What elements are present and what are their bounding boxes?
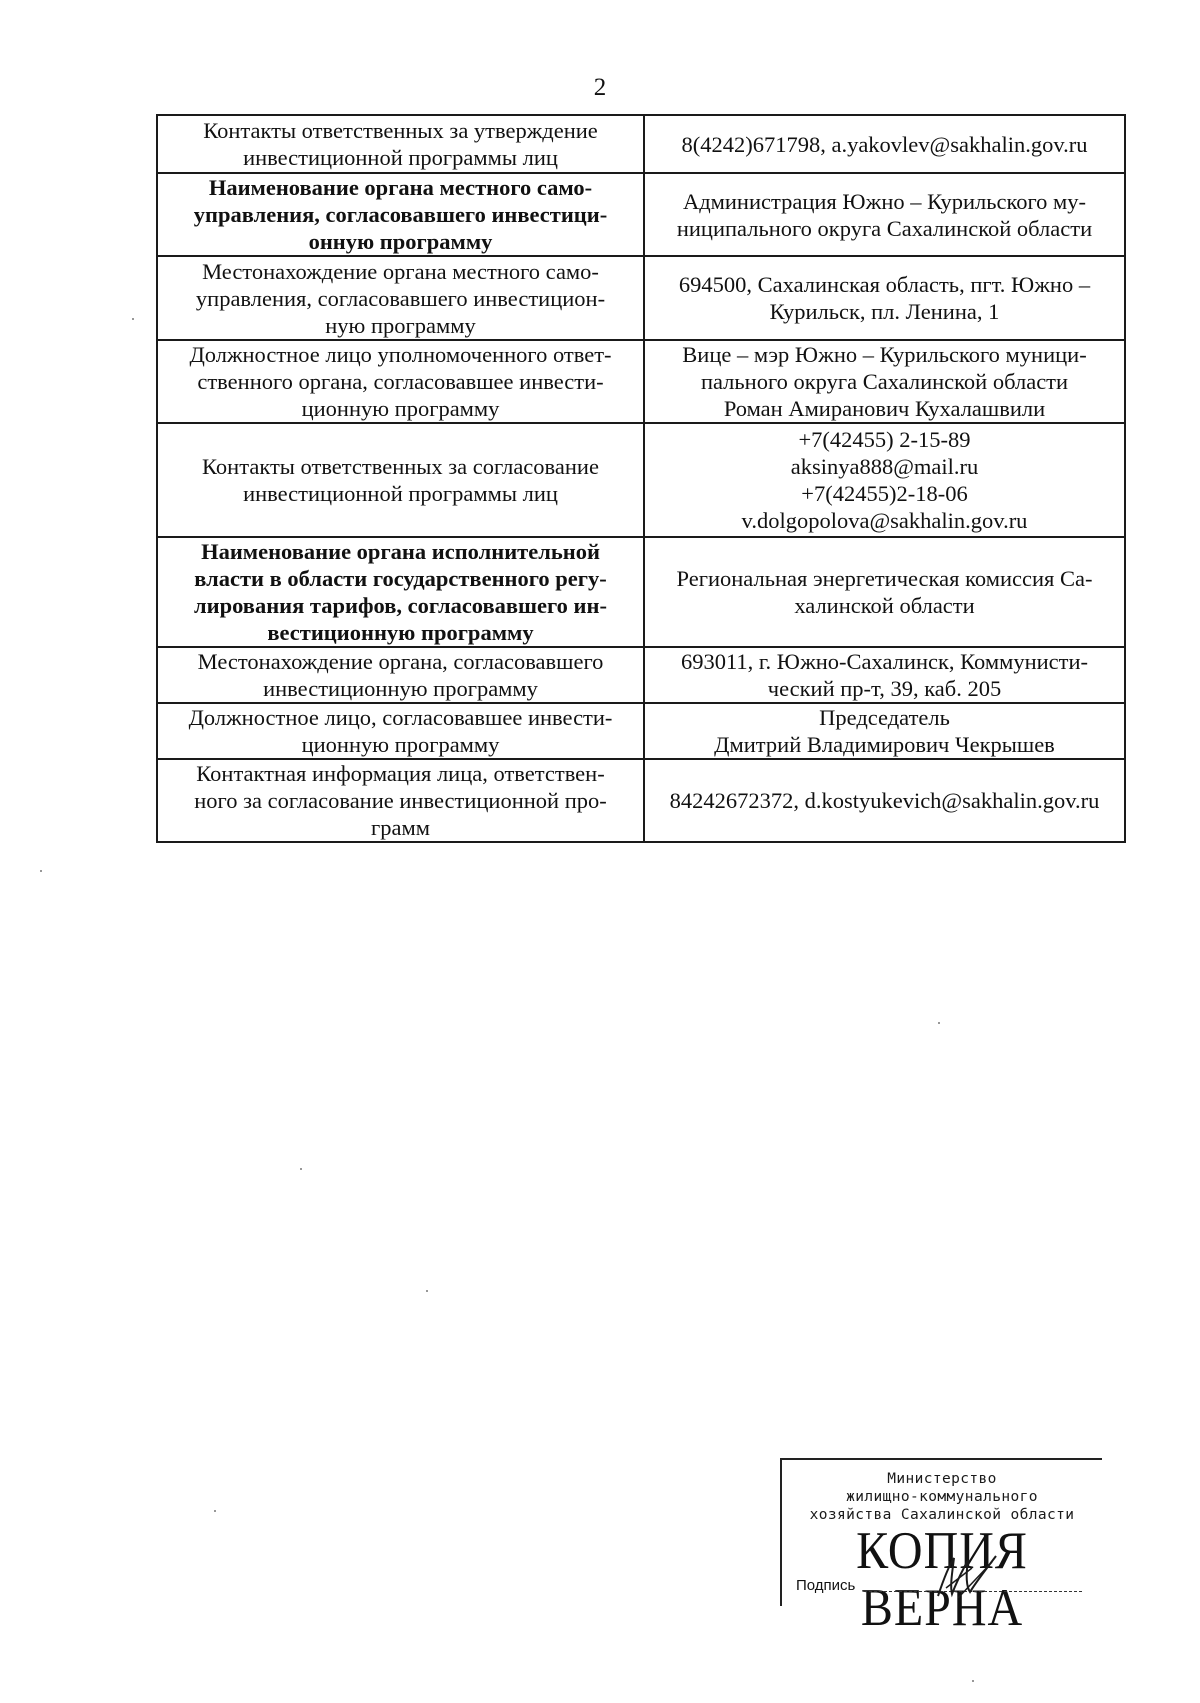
field-value-cell — [644, 647, 1125, 703]
cell-line: управления, согласовавшего инвестицион- — [195, 285, 606, 311]
field-label-cell — [157, 115, 644, 173]
cell-line: власти в области государственного регу- — [194, 566, 607, 591]
cell-line: инвестиционную программу — [263, 676, 538, 701]
table-row — [157, 423, 1125, 537]
cell-line: +7(42455)2-18-06 — [801, 481, 968, 506]
table-row — [157, 759, 1125, 842]
cell-line: v.dolgopolova@sakhalin.gov.ru — [741, 508, 1028, 533]
cell-line: Курильск, пл. Ленина, 1 — [769, 299, 1000, 324]
scan-speck — [972, 1680, 974, 1682]
handwritten-signature — [932, 1548, 1002, 1604]
cell-line: ниципального округа Сахалинской области — [676, 215, 1093, 241]
stamp-signature-label: Подпись — [796, 1577, 856, 1594]
cell-line: ного за согласование инвестиционной про- — [194, 788, 607, 813]
table-row — [157, 173, 1125, 256]
field-value-cell — [644, 115, 1125, 173]
field-label-cell — [157, 340, 644, 423]
cell-line: Роман Амиранович Кухалашвили — [723, 396, 1046, 421]
cell-line: 8(4242)671798, a.yakovlev@sakhalin.gov.ru — [681, 131, 1088, 157]
cell-line: Председатель — [819, 705, 950, 730]
cell-line: ционную программу — [301, 732, 500, 757]
table-row — [157, 115, 1125, 173]
cell-line: Наименование органа исполнительной — [201, 539, 600, 564]
stamp-title: КОПИЯ ВЕРНА — [856, 1521, 1028, 1638]
cell-line: Дмитрий Владимирович Чекрышев — [714, 732, 1055, 757]
cell-line: 84242672372, d.kostyukevich@sakhalin.gov.ru — [669, 788, 1100, 813]
scan-speck — [938, 1022, 940, 1024]
field-label-cell — [157, 423, 644, 537]
cell-line: онную программу — [308, 229, 493, 254]
cell-line: +7(42455) 2-15-89 — [798, 427, 971, 452]
cell-line: aksinya888@mail.ru — [790, 454, 979, 479]
cell-line: ческий пр-т, 39, каб. 205 — [767, 676, 1002, 701]
scan-speck — [214, 1510, 216, 1512]
table-row — [157, 537, 1125, 647]
stamp-ministry-line: Министерство — [887, 1471, 997, 1487]
cell-line: Должностное лицо уполномоченного ответ- — [189, 342, 612, 367]
stamp-ministry-line: жилищно-коммунального — [846, 1489, 1038, 1505]
cell-line: грамм — [371, 815, 430, 840]
scan-speck — [300, 1168, 302, 1170]
table-row — [157, 703, 1125, 759]
cell-line: управления, согласовавшего инвестици- — [193, 202, 608, 227]
cell-line: Должностное лицо, согласовавшее инвести- — [188, 705, 613, 730]
cell-line: инвестиционной программы лиц — [243, 145, 558, 170]
cell-line: Наименование органа местного само- — [208, 175, 593, 200]
cell-line: инвестиционной программы лиц — [243, 481, 558, 506]
field-label-cell — [157, 759, 644, 842]
cell-line: Контактная информация лица, ответствен- — [196, 761, 605, 786]
field-value-cell — [644, 537, 1125, 647]
field-value-cell — [644, 256, 1125, 340]
cell-line: пального округа Сахалинской области — [700, 369, 1069, 394]
scan-speck — [40, 870, 42, 872]
cell-line: Местонахождение органа местного само- — [202, 258, 599, 284]
scan-speck — [426, 1290, 428, 1292]
cell-line: вестиционную программу — [267, 620, 534, 645]
info-table — [156, 114, 1126, 843]
cell-line: ственного органа, согласовавшее инвести- — [197, 369, 604, 394]
field-value-cell — [644, 759, 1125, 842]
field-value-cell — [644, 173, 1125, 256]
field-value-cell — [644, 423, 1125, 537]
stamp-ministry-line: хозяйства Сахалинской области — [809, 1507, 1075, 1523]
cell-line: Местонахождение органа, согласовавшего — [197, 649, 604, 674]
field-label-cell — [157, 703, 644, 759]
table-row — [157, 647, 1125, 703]
field-value-cell — [644, 703, 1125, 759]
cell-line: Региональная энергетическая комиссия Са- — [676, 566, 1093, 591]
field-label-cell — [157, 537, 644, 647]
cell-line: 694500, Сахалинская область, пгт. Южно – — [678, 272, 1091, 297]
field-label-cell — [157, 173, 644, 256]
cell-line: Контакты ответственных за утверждение — [203, 118, 598, 143]
cell-line: 693011, г. Южно-Сахалинск, Коммунисти- — [680, 649, 1089, 674]
cell-line: лирования тарифов, согласовавшего ин- — [194, 593, 607, 618]
scan-speck — [132, 318, 134, 320]
cell-line: халинской области — [794, 593, 975, 618]
cell-line: Администрация Южно – Курильского му- — [682, 188, 1087, 214]
field-value-cell — [644, 340, 1125, 423]
cell-line: ционную программу — [301, 396, 500, 421]
table-row — [157, 256, 1125, 340]
field-label-cell — [157, 256, 644, 340]
cell-line: ную программу — [325, 312, 476, 338]
table-row — [157, 340, 1125, 423]
field-label-cell — [157, 647, 644, 703]
page-number: 2 — [593, 74, 607, 101]
cell-line: Вице – мэр Южно – Курильского муници- — [682, 342, 1087, 367]
certification-stamp — [780, 1458, 1102, 1638]
cell-line: Контакты ответственных за согласование — [202, 454, 599, 479]
